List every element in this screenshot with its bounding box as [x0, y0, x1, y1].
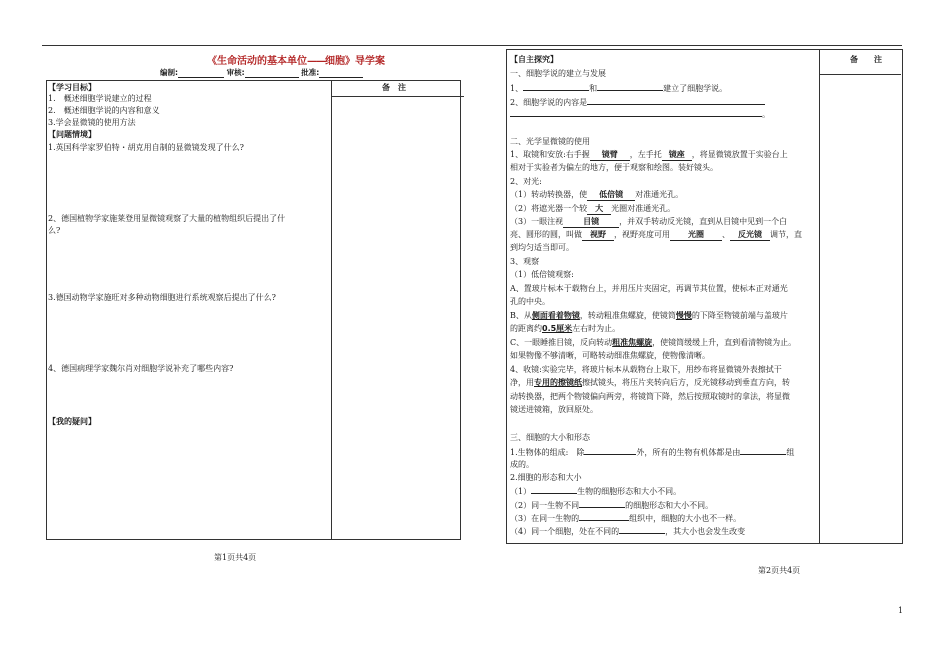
right-remarks-divider — [819, 49, 820, 543]
editor-blank[interactable] — [178, 69, 224, 78]
s3-line6 — [510, 513, 741, 524]
s2-line18 — [510, 378, 790, 388]
s2-line4 — [510, 190, 683, 201]
left-remarks-rule — [331, 96, 464, 97]
s3-l1-a: 1.生物体的组成: 除 — [510, 448, 585, 457]
s2-line16: 如果物像不够清晰，可略转动细准焦螺旋，使物像清晰。 — [510, 351, 710, 360]
s2-line11: A、置玻片标本于载物台上，并用压片夹固定，再调节其位置，使标本正对通光 — [510, 284, 788, 293]
s3-line1 — [510, 447, 794, 458]
s1-blank3[interactable] — [587, 97, 765, 105]
s3-l6-a: （3）在同一生物的 — [510, 514, 580, 523]
s2-line9: 3、观察 — [510, 257, 540, 266]
s2-l18-b: 擦拭镜头，将压片夹转向后方，反光镜移动到垂直方向，转 — [582, 378, 790, 387]
meta-line — [160, 67, 390, 78]
s3-l5-b: 的细胞形态和大小不同。 — [625, 501, 714, 510]
s2-l4-a: （1）转动转换器，使 — [510, 190, 588, 199]
left-page-footer: 第1页共4页 — [214, 553, 257, 562]
s2-line19: 动转换器，把两个物镜偏向两旁，将镜筒下降，然后按照取镜时的拿法，将显微 — [510, 392, 790, 401]
goal-3: 3.学会显微镜的使用方法 — [48, 118, 136, 127]
s2-l7-b: ，视野亮度可用 — [614, 230, 670, 239]
answer-jingzuo[interactable]: 镜座 — [662, 150, 692, 161]
goal-1: 1. 概述细胞学说建立的过程 — [48, 94, 152, 103]
s3-line2: 成的。 — [510, 460, 534, 469]
title-dash: —— — [307, 56, 325, 67]
question-4: 4、德国病理学家魏尔肖对细胞学说补充了哪些内容? — [48, 364, 234, 373]
s3-blank2[interactable] — [740, 447, 786, 455]
s3-blank6[interactable] — [619, 526, 665, 534]
left-remarks-header: 备 注 — [382, 83, 406, 92]
s2-line10: （1）低倍镜观察: — [510, 270, 574, 279]
s2-l6-b: ，并双手转动反光镜，直到从目镜中见到一个白 — [619, 217, 788, 226]
editor-label: 编制: — [160, 68, 178, 77]
s2-line6 — [510, 217, 787, 228]
s2-l4-b: 对准通光孔。 — [635, 190, 684, 199]
s3-l4-b: 生物的细胞形态和大小不同。 — [577, 487, 682, 496]
s2-l14-a: 的距离约 — [510, 324, 542, 333]
s2-title: 二、光学显微镜的使用 — [510, 137, 590, 146]
s3-l1-c: 组 — [786, 448, 795, 457]
s3-l6-b: 组织中，细胞的大小也不一样。 — [629, 514, 742, 523]
approver-label: 批准: — [301, 68, 320, 77]
s2-l14-b: 左右时为止。 — [572, 324, 621, 333]
doubts-header: 【我的疑问】 — [48, 417, 96, 426]
right-page-footer: 第2页共4页 — [758, 566, 801, 575]
reviewer-label: 审核: — [226, 68, 245, 77]
right-table — [506, 49, 903, 544]
s3-line7 — [510, 526, 745, 537]
s2-line15 — [510, 338, 796, 348]
s1-line3 — [510, 109, 770, 120]
goal-2: 2. 概述细胞学说的内容和意义 — [48, 106, 160, 115]
s1-line1-c: 建立了细胞学说。 — [663, 84, 728, 93]
left-remarks-divider — [331, 80, 332, 539]
approver-blank[interactable] — [319, 69, 363, 78]
s1-blank4[interactable] — [510, 109, 762, 117]
s2-line12: 孔的中央。 — [510, 297, 550, 306]
s3-l4-a: （1） — [510, 487, 532, 496]
goals-header: 【学习目标】 — [48, 83, 96, 92]
s2-l1-a: 1、取镜和安放:右手握 — [510, 150, 590, 159]
answer-manman[interactable]: 慢慢 — [675, 311, 692, 320]
s3-blank1[interactable] — [584, 447, 636, 455]
s2-l7-c: 、 — [722, 230, 730, 239]
right-remarks-rule — [819, 74, 901, 75]
top-rule — [42, 45, 902, 46]
s3-line5 — [510, 500, 713, 511]
title-part1: 《生命活动的基本单位 — [207, 56, 307, 67]
s1-blank2[interactable] — [597, 83, 663, 91]
s3-l7-a: （4）同一个细胞，处在不同的 — [510, 527, 620, 536]
s3-l1-b: 外，所有的生物有机体都是由 — [636, 448, 741, 457]
reviewer-blank[interactable] — [245, 69, 299, 78]
s2-l7-d: 调节，直 — [770, 230, 802, 239]
s1-line1 — [510, 83, 727, 94]
s1-title: 一、细胞学说的建立与发展 — [510, 69, 606, 78]
question-3: 3.德国动物学家施旺对多种动物细胞进行系统观察后提出了什么? — [48, 293, 276, 302]
situation-header: 【问题情境】 — [48, 130, 96, 139]
s1-line1-b: 和 — [589, 84, 598, 93]
s3-blank5[interactable] — [579, 513, 629, 521]
answer-cemian[interactable]: 侧面看着物镜 — [531, 311, 580, 320]
s2-l13-a: B、从 — [510, 311, 532, 320]
s3-title: 三、细胞的大小和形态 — [510, 433, 590, 442]
s2-l1-c: ，将显微镜放置于实验台上 — [691, 150, 788, 159]
s2-line2: 相对于实验者为偏左的地方，便于观察和绘图。装好镜头。 — [510, 163, 718, 172]
answer-cajingzhi[interactable]: 专用的擦镜纸 — [534, 378, 582, 387]
s2-line8: 到均匀适当即可。 — [510, 243, 574, 252]
s2-l13-c: 的下降至物镜前端与盖玻片 — [691, 311, 788, 320]
s2-l6-a: （3）一眼注视 — [510, 217, 564, 226]
answer-dibeijing[interactable]: 低倍镜 — [587, 190, 635, 201]
answer-jingbi[interactable]: 镜臂 — [590, 150, 630, 161]
page-marker: 1 — [898, 606, 904, 615]
s2-line14 — [510, 324, 620, 334]
s2-line1 — [510, 150, 788, 161]
s2-l5-a: （2）将遮光器一个较 — [510, 204, 588, 213]
title-part2: 细胞》导学案 — [325, 56, 385, 67]
s1-line2-label: 2、细胞学说的内容是 — [510, 98, 588, 107]
answer-distance[interactable]: 0.5厘米 — [542, 324, 573, 333]
answer-fanguangjing[interactable]: 反光镜 — [730, 230, 770, 241]
question-2: 2、德国植物学家施莱登用显微镜观察了大量的植物组织后提出了什 — [48, 214, 286, 223]
answer-da[interactable]: 大 — [587, 204, 611, 215]
s1-line1-a: 1、 — [510, 84, 524, 93]
answer-mujing[interactable]: 目镜 — [563, 217, 619, 228]
s1-line2 — [510, 97, 765, 108]
right-remarks-header: 备 注 — [850, 55, 882, 64]
s1-blank1[interactable] — [523, 83, 589, 91]
s2-line5 — [510, 204, 675, 215]
s1-line3-end: 。 — [762, 110, 770, 119]
s3-blank4[interactable] — [579, 500, 625, 508]
explore-header: 【自主探究】 — [510, 55, 558, 64]
s2-line13 — [510, 311, 788, 321]
answer-shiye[interactable]: 视野 — [582, 230, 614, 241]
s3-blank3[interactable] — [531, 486, 577, 494]
s2-line17: 4、收镜:实验完毕，将玻片标本从载物台上取下，用纱布将显微镜外表擦拭干 — [510, 365, 782, 374]
s3-line3: 2.细胞的形态和大小 — [510, 473, 582, 482]
s2-line20: 镜送进镜箱，放回原处。 — [510, 405, 598, 414]
s2-l5-b: 光圈对准通光孔。 — [611, 204, 676, 213]
s2-line7 — [510, 230, 802, 241]
s2-l15-a: C、一眼睡推目镜，反向转动 — [510, 338, 613, 347]
answer-guangquan[interactable]: 光圈 — [670, 230, 722, 241]
s3-l7-b: ，其大小也会发生改变 — [665, 527, 746, 536]
s2-l13-b: ，转动粗准焦螺旋，使镜筒 — [579, 311, 676, 320]
question-2-cont: 么? — [48, 226, 61, 235]
s3-l5-a: （2）同一生物不同 — [510, 501, 580, 510]
document-title — [156, 52, 436, 67]
s2-l18-a: 净，用 — [510, 378, 534, 387]
s2-line3: 2、对光: — [510, 177, 542, 186]
s3-line4 — [510, 486, 681, 497]
s2-l1-b: ，左手托 — [629, 150, 662, 159]
s2-l7-a: 亮、圆形的圆，叫做 — [510, 230, 582, 239]
answer-cuzhunjiao[interactable]: 粗准焦螺旋 — [612, 338, 653, 347]
s2-l15-b: ，使镜筒缓缓上升，直到看清物镜为止。 — [652, 338, 797, 347]
question-1: 1.英国科学家罗伯特・胡克用自制的显微镜发现了什么? — [48, 143, 244, 152]
